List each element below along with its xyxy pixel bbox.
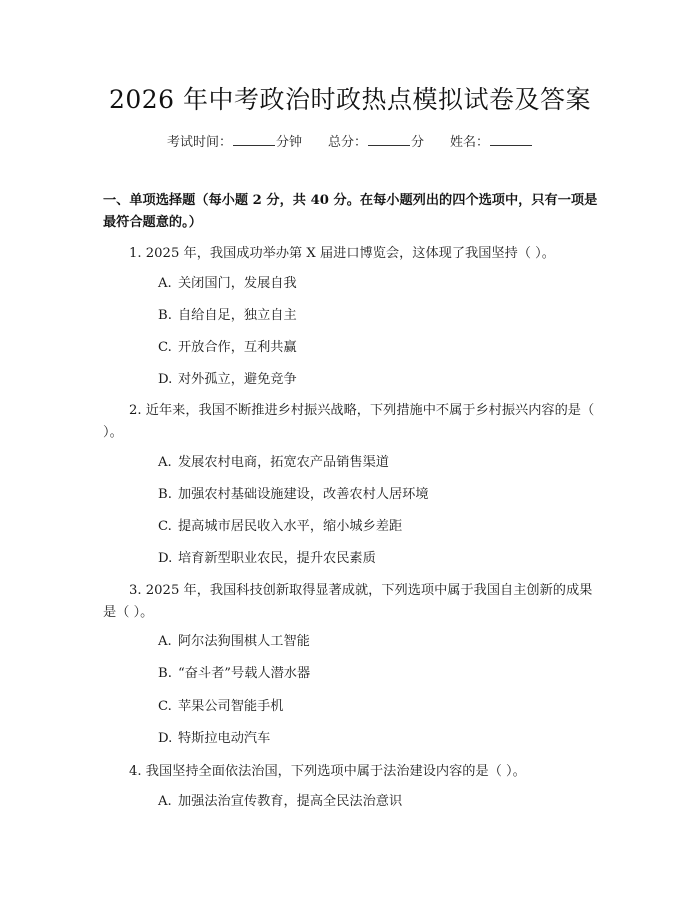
option-text: 阿尔法狗围棋人工智能 xyxy=(178,634,310,649)
option-text: 加强法治宣传教育，提高全民法治意识 xyxy=(178,794,403,809)
option-item xyxy=(158,729,270,749)
option-item xyxy=(158,549,376,569)
option-item xyxy=(158,632,310,652)
option-item xyxy=(158,697,284,717)
option-letter: D. xyxy=(158,372,173,387)
time-label: 考试时间： xyxy=(166,135,232,150)
option-letter: A. xyxy=(158,276,172,291)
option-text: 加强农村基础设施建设，改善农村人居环境 xyxy=(178,487,429,502)
option-text: 开放合作，互利共赢 xyxy=(178,340,297,355)
option-text: “奋斗者”号载人潜水器 xyxy=(178,666,311,681)
option-letter: A. xyxy=(158,634,172,649)
question-stem: 1. 2025 年，我国成功举办第 X 届进口博览会，这体现了我国坚持（ ）。 xyxy=(129,246,555,261)
time-blank xyxy=(233,134,275,146)
option-text: 对外孤立，避免竞争 xyxy=(178,372,297,387)
option-letter: B. xyxy=(158,666,172,681)
option-letter: C. xyxy=(158,340,172,355)
option-letter: D. xyxy=(158,731,173,746)
option-item xyxy=(158,664,310,684)
option-item xyxy=(158,306,297,326)
score-unit: 分 xyxy=(411,135,425,150)
option-letter: D. xyxy=(158,551,173,566)
option-letter: C. xyxy=(158,699,172,714)
name-blank xyxy=(490,134,532,146)
question-stem: 3. 2025 年，我国科技创新取得显著成就，下列选项中属于我国自主创新的成果是（ ）。 xyxy=(103,583,593,620)
score-blank xyxy=(368,134,410,146)
option-text: 特斯拉电动汽车 xyxy=(178,731,271,746)
exam-info-line xyxy=(0,131,700,150)
option-text: 提高城市居民收入水平，缩小城乡差距 xyxy=(178,519,403,534)
option-letter: A. xyxy=(158,455,172,470)
page-title: 2026 年中考政治时政热点模拟试卷及答案 xyxy=(108,85,592,114)
option-item xyxy=(158,274,297,294)
option-text: 关闭国门，发展自我 xyxy=(178,276,297,291)
option-letter: B. xyxy=(158,487,172,502)
option-letter: C. xyxy=(158,519,172,534)
option-text: 培育新型职业农民，提升农民素质 xyxy=(178,551,376,566)
section-heading: 一、单项选择题（每小题 2 分，共 40 分。在每小题列出的四个选项中，只有一项是最符合题意的。） xyxy=(103,193,598,230)
option-item xyxy=(158,517,402,537)
score-label: 总分： xyxy=(327,135,367,150)
time-unit: 分钟 xyxy=(275,135,302,150)
option-letter: B. xyxy=(158,308,172,323)
option-letter: A. xyxy=(158,794,172,809)
question-stem: 2. 近年来，我国不断推进乡村振兴战略，下列措施中不属于乡村振兴内容的是（ ）。 xyxy=(103,403,595,440)
question-stem: 4. 我国坚持全面依法治国，下列选项中属于法治建设内容的是（ ）。 xyxy=(129,764,526,779)
option-item xyxy=(158,485,429,505)
name-label: 姓名： xyxy=(450,135,490,150)
option-text: 苹果公司智能手机 xyxy=(178,699,284,714)
option-text: 自给自足，独立自主 xyxy=(178,308,297,323)
option-text: 发展农村电商，拓宽农产品销售渠道 xyxy=(178,455,389,470)
option-item xyxy=(158,453,389,473)
option-item xyxy=(158,338,297,358)
option-item xyxy=(158,792,402,812)
option-item xyxy=(158,370,297,390)
